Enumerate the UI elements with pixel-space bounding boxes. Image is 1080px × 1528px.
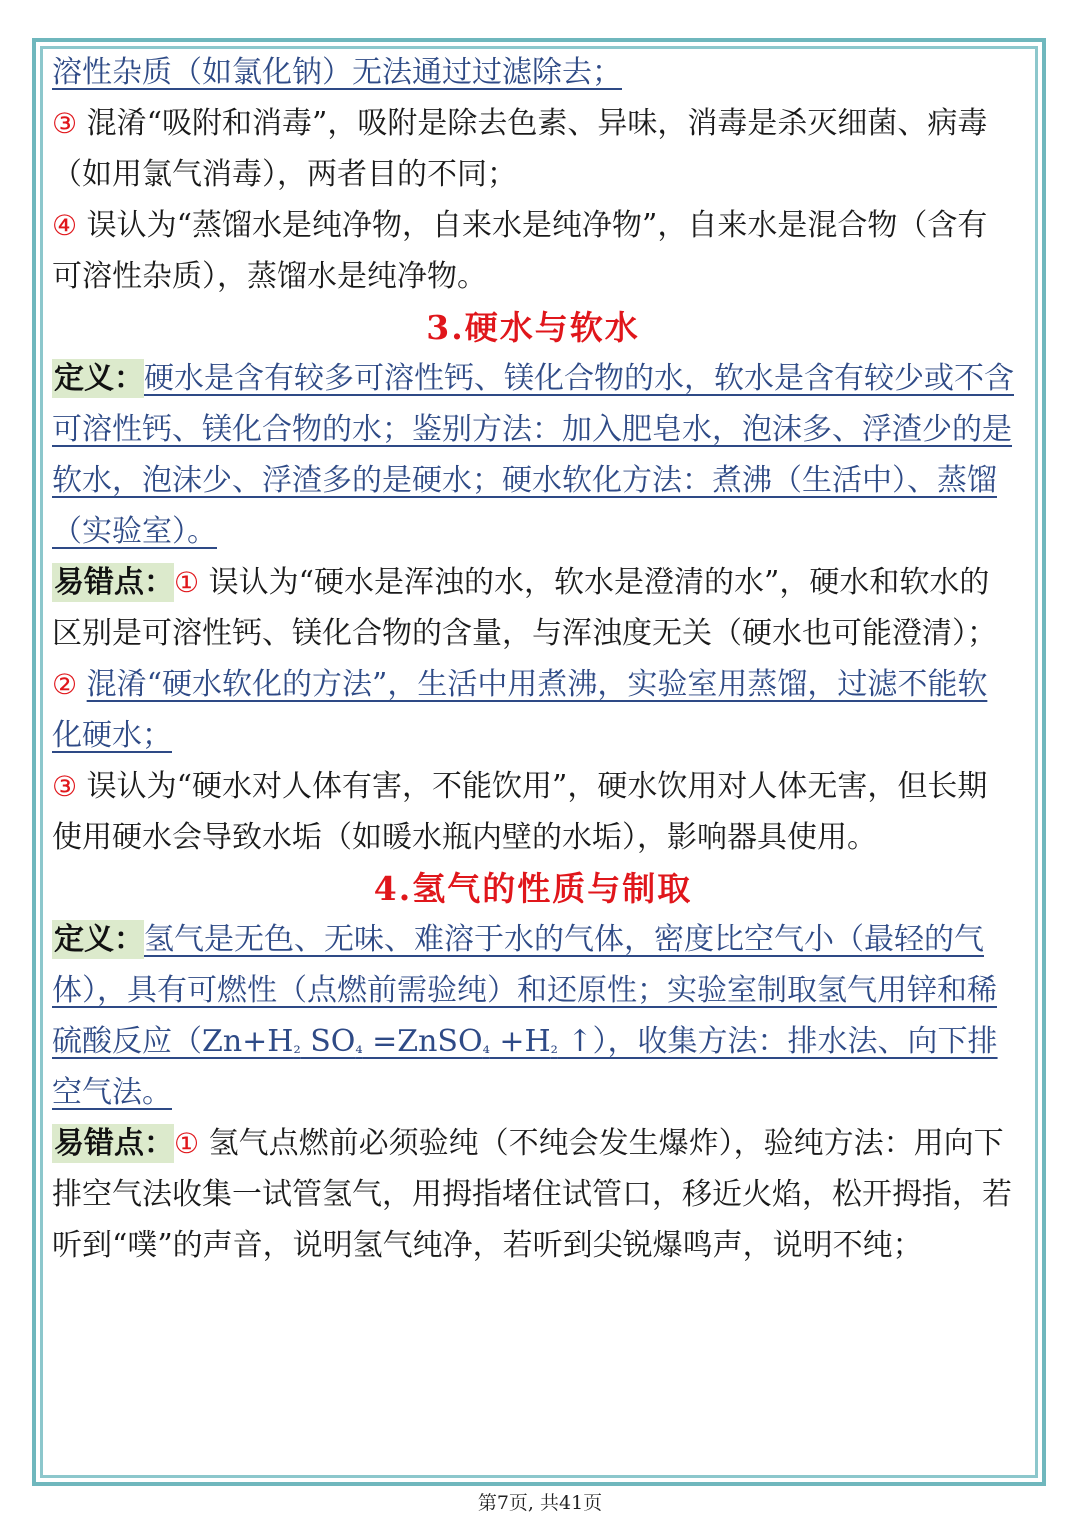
text-part: +H (489, 1024, 551, 1059)
underlined-text: 混淆“硬水软化的方法”，生活中用煮沸，实验室用蒸馏，过滤不能软化硬水； (52, 667, 988, 753)
paragraph-text: 混淆“吸附和消毒”，吸附是除去色素、异味，消毒是杀灭细菌、病毒（如用氯气消毒），两者目的不同； (52, 106, 988, 192)
section-title: 4.氢气的性质与制取 (373, 869, 693, 908)
error-paragraph (52, 557, 1014, 659)
subscript: ₄ (482, 1037, 490, 1058)
circled-number: ③ (52, 107, 78, 140)
error-label: 易错点： (54, 1126, 174, 1161)
circled-number: ② (52, 668, 78, 701)
text-part: SO (300, 1024, 356, 1059)
text-part: =ZnSO (362, 1024, 483, 1059)
definition-text: 硬水是含有较多可溶性钙、镁化合物的水，软水是含有较少或不含可溶性钙、镁化合物的水；鉴别方法：加入肥皂水，泡沫多、浮渣少的是软水，泡沫少、浮渣多的是硬水；硬水软化方法：煮沸（生活中）、蒸馏（实验室）。 (52, 361, 1014, 549)
circled-number: ① (174, 1127, 200, 1160)
subscript: ₂ (293, 1037, 301, 1058)
subscript: ₄ (355, 1037, 363, 1058)
error-paragraph (52, 1118, 1014, 1271)
paragraph-text: 氢气点燃前必须验纯（不纯会发生爆炸），验纯方法：用向下排空气法收集一试管氢气，用拇指堵住试管口，移近火焰，松开拇指，若听到“噗”的声音，说明氢气纯净，若听到尖锐爆鸣声，说明不纯； (52, 1126, 1012, 1263)
paragraph (52, 98, 1014, 200)
paragraph-text: 误认为“蒸馏水是纯净物，自来水是纯净物”，自来水是混合物（含有可溶性杂质），蒸馏水是纯净物。 (52, 208, 988, 294)
paragraph-text: 误认为“硬水是浑浊的水，软水是澄清的水”，硬水和软水的区别是可溶性钙、镁化合物的含量，与浑浊度无关（硬水也可能澄清）； (52, 565, 997, 651)
circled-number: ③ (52, 770, 78, 803)
circled-number: ① (174, 566, 200, 599)
definition-paragraph (52, 914, 1014, 1118)
definition-label: 定义： (54, 922, 144, 957)
paragraph (52, 659, 1014, 761)
underlined-text: 溶性杂质（如氯化钠）无法通过过滤除去； (52, 55, 622, 90)
definition-text (52, 922, 998, 1110)
subscript: ₂ (550, 1037, 558, 1058)
paragraph (52, 200, 1014, 302)
paragraph (52, 761, 1014, 863)
document-body (52, 47, 1014, 1271)
text-part: 氢气是无色、无味、难溶于水的气体，密度比空气小（最轻的气体），具有可燃性（点燃前需验纯）和还原性；实验室制取氢气用锌和稀硫酸反应（Zn+H (52, 922, 997, 1059)
text-part: ↑），收集方法：排水法、向下排空气法。 (52, 1024, 998, 1110)
section-title: 3.硬水与软水 (426, 308, 640, 347)
page-number: 第7页, 共41页 (477, 1492, 603, 1514)
paragraph (52, 47, 1014, 98)
definition-paragraph (52, 353, 1014, 557)
error-label: 易错点： (54, 565, 174, 600)
paragraph-text: 误认为“硬水对人体有害，不能饮用”，硬水饮用对人体无害，但长期使用硬水会导致水垢（如暖水瓶内壁的水垢），影响器具使用。 (52, 769, 988, 855)
definition-label: 定义： (54, 361, 144, 396)
circled-number: ④ (52, 209, 78, 242)
